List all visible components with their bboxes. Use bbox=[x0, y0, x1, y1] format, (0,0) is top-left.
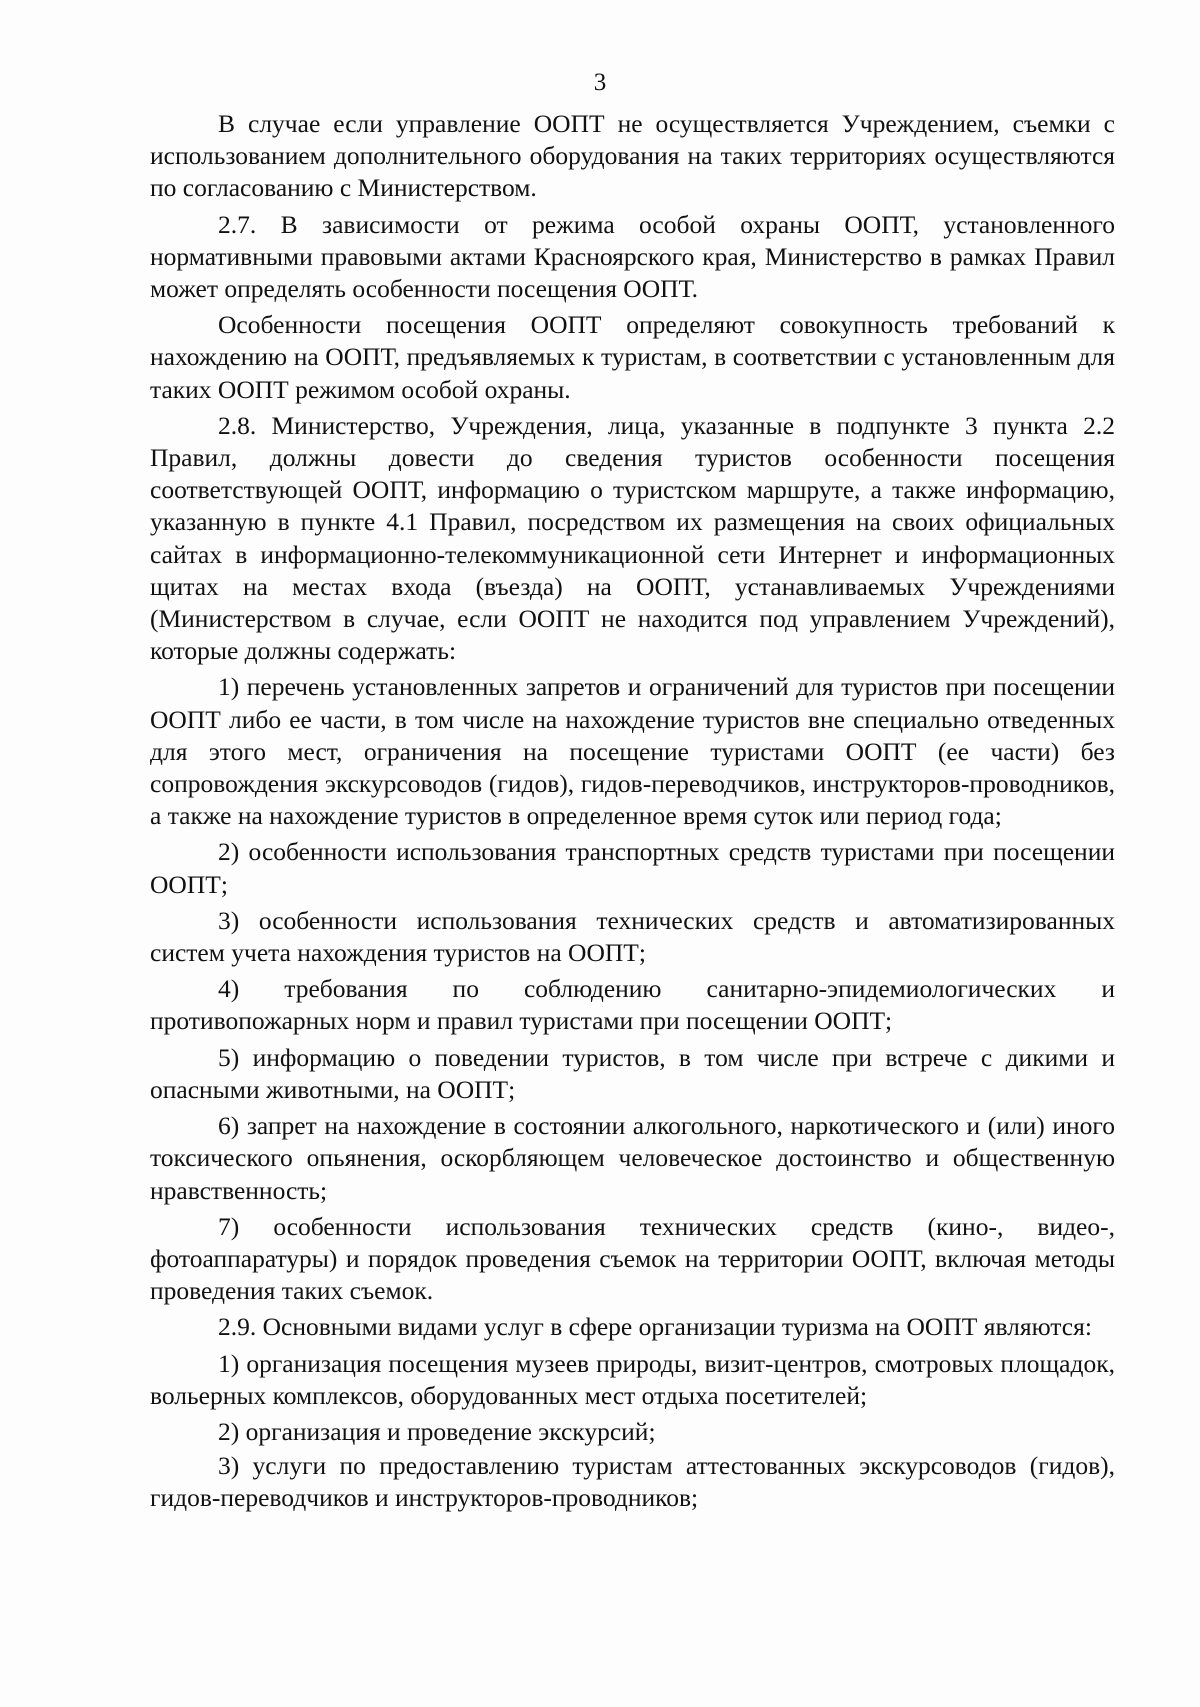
document-body bbox=[150, 108, 1115, 1519]
list-item: 1) организация посещения музеев природы, визит-центров, смотровых площадок, вольерных комплексов, оборудованных мест отдыха посетителей; bbox=[150, 1348, 1115, 1410]
list-item: 7) особенности использования технических средств (кино-, видео-, фотоаппаратуры) и порядок проведения съемок на территории ООПТ, включая методы проведения таких съемок. bbox=[150, 1211, 1115, 1306]
list-item: 5) информацию о поведении туристов, в том числе при встрече с дикими и опасными животными, на ООПТ; bbox=[150, 1042, 1115, 1104]
list-item: 1) перечень установленных запретов и ограничений для туристов при посещении ООПТ либо ее части, в том числе на нахождение туристов вне специально отведенных для этого мест, ограничения на посещение туристами ООПТ (ее части) без сопровождения экскурсоводов (гидов), гидов-переводчиков, инструкторов-проводников, а также на нахождение туристов в определенное время суток или период года; bbox=[150, 672, 1115, 831]
list-item: 4) требования по соблюдению санитарно-эпидемиологических и противопожарных норм и правил туристами при посещении ООПТ; bbox=[150, 974, 1115, 1036]
list-item: 2) организация и проведение экскурсий; bbox=[218, 1416, 656, 1446]
paragraph-2-7: 2.7. В зависимости от режима особой охраны ООПТ, установленного нормативными правовыми актами Красноярского края, Министерство в рамках Правил может определять особенности посещения ООПТ. bbox=[150, 209, 1115, 304]
list-item: 3) услуги по предоставлению туристам аттестованных экскурсоводов (гидов), гидов-переводчиков и инструкторов-проводников; bbox=[150, 1451, 1115, 1513]
list-item: 3) особенности использования технических средств и автоматизированных систем учета нахождения туристов на ООПТ; bbox=[150, 905, 1115, 968]
page-number: 3 bbox=[593, 69, 607, 96]
paragraph: Особенности посещения ООПТ определяют совокупность требований к нахождению на ООПТ, предъявляемых к туристам, в соответствии с установленным для таких ООПТ режимом особой охраны. bbox=[150, 310, 1115, 404]
list-item: 2) особенности использования транспортных средств туристами при посещении ООПТ; bbox=[150, 837, 1115, 899]
paragraph: В случае если управление ООПТ не осуществляется Учреждением, съемки с использованием дополнительного оборудования на таких территориях осуществляются по согласованию с Министерством. bbox=[150, 109, 1115, 203]
paragraph-2-8: 2.8. Министерство, Учреждения, лица, указанные в подпункте 3 пункта 2.2 Правил, должны довести до сведения туристов особенности посещения соответствующей ООПТ, информацию о туристском маршруте, а также информацию, указанную в пункте 4.1 Правил, посредством их размещения на своих официальных сайтах в информационно-телекоммуникационной сети Интернет и информационных щитах на местах входа (въезда) на ООПТ, устанавливаемых Учреждениями (Министерством в случае, если ООПТ не находится под управлением Учреждений), которые должны содержать: bbox=[150, 410, 1115, 666]
list-item: 6) запрет на нахождение в состоянии алкогольного, наркотического и (или) иного токсического опьянения, оскорбляющем человеческое достоинство и общественную нравственность; bbox=[150, 1111, 1115, 1205]
paragraph-2-9: 2.9. Основными видами услуг в сфере организации туризма на ООПТ являются: bbox=[218, 1312, 1092, 1342]
